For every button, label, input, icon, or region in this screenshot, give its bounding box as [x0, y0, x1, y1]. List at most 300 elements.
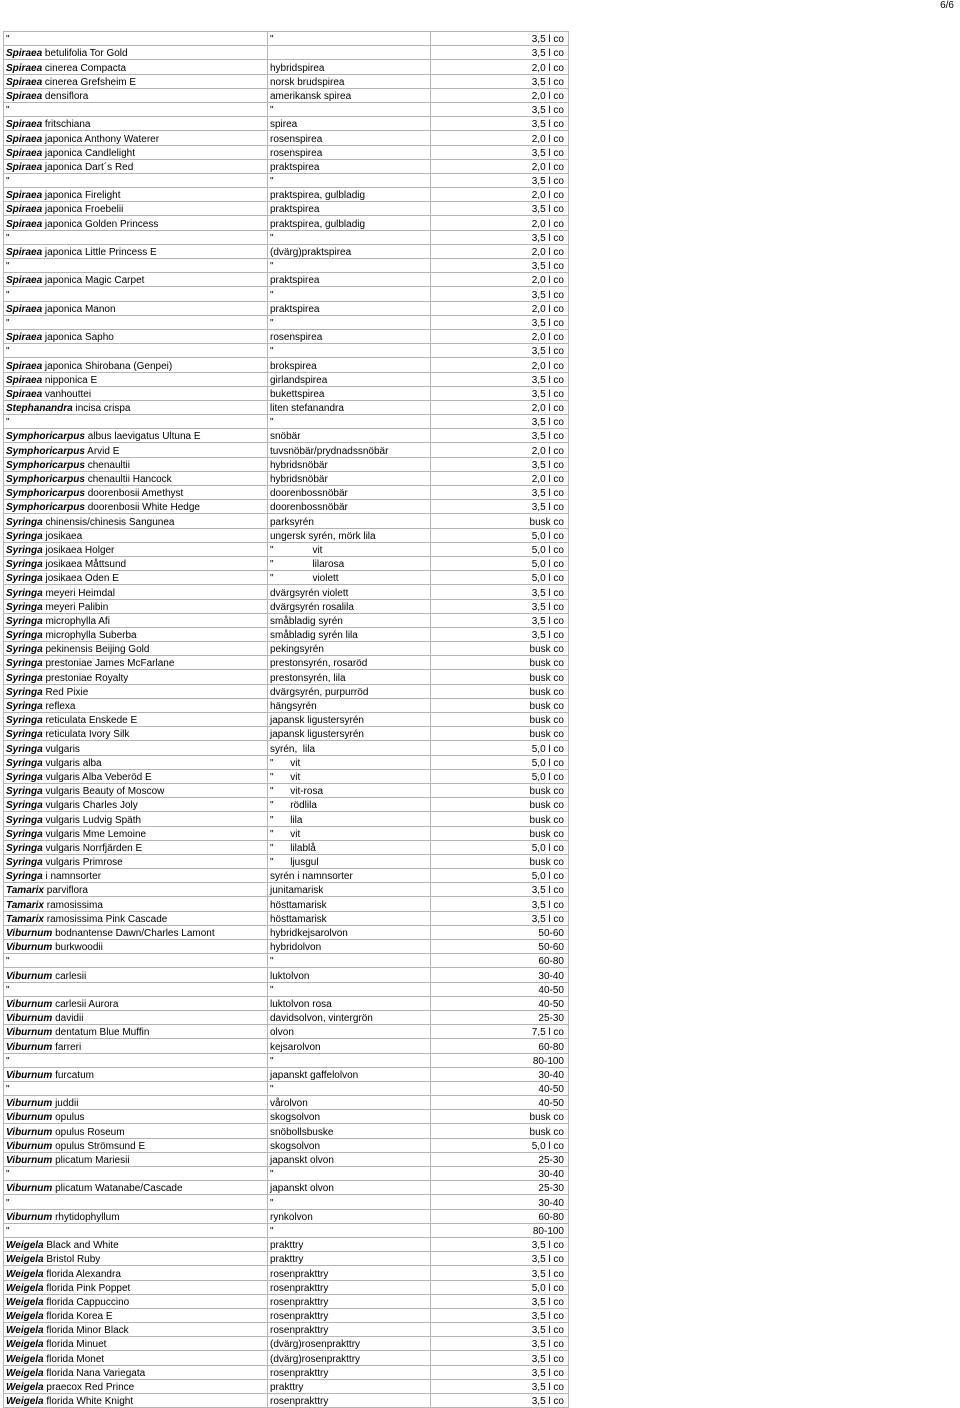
- swedish-name-cell: rosenprakttry: [268, 1365, 431, 1379]
- swedish-name-cell: " lila: [268, 812, 431, 826]
- size-cell: 60-80: [431, 1039, 569, 1053]
- table-row: [4, 457, 569, 471]
- size-cell: busk co: [431, 854, 569, 868]
- table-row: [4, 883, 569, 897]
- table-row: [4, 1067, 569, 1081]
- species-name: opulus: [52, 1112, 85, 1124]
- table-row: [4, 627, 569, 641]
- size-cell: 2,0 l co: [431, 471, 569, 485]
- genus-name: Weigela: [6, 1396, 44, 1408]
- size-cell: 2,0 l co: [431, 301, 569, 315]
- latin-name-cell: [4, 514, 268, 528]
- swedish-name-cell: hösttamarisk: [268, 897, 431, 911]
- swedish-name-cell: snöbär: [268, 429, 431, 443]
- table-row: [4, 486, 569, 500]
- size-cell: 5,0 l co: [431, 542, 569, 556]
- latin-name-cell: [4, 1266, 268, 1280]
- latin-name-cell: [4, 131, 268, 145]
- species-name: dentatum Blue Muffin: [52, 1027, 150, 1039]
- table-row: [4, 1323, 569, 1337]
- species-name: chenaultii Hancock: [84, 474, 172, 485]
- swedish-name-cell: hängsyrén: [268, 698, 431, 712]
- table-row: [4, 954, 569, 968]
- species-name: carlesii Aurora: [52, 998, 119, 1010]
- size-cell: 3,5 l co: [431, 315, 569, 329]
- size-cell: 3,5 l co: [431, 627, 569, 641]
- species-name: reticulata Enskede E: [42, 715, 138, 727]
- genus-name: Weigela: [6, 1353, 44, 1365]
- table-row: [4, 415, 569, 429]
- size-cell: 25-30: [431, 1010, 569, 1024]
- genus-name: Spiraea: [6, 360, 43, 372]
- size-cell: 40-50: [431, 1096, 569, 1110]
- size-cell: busk co: [431, 812, 569, 826]
- table-row: [4, 599, 569, 613]
- species-name: japonica Candlelight: [42, 147, 135, 159]
- size-cell: 40-50: [431, 996, 569, 1010]
- species-name: florida Alexandra: [43, 1268, 121, 1280]
- size-cell: 2,0 l co: [431, 60, 569, 74]
- genus-name: Symphoricarpus: [6, 488, 85, 500]
- swedish-name-cell: junitamarisk: [268, 883, 431, 897]
- species-name: reticulata Ivory Silk: [42, 729, 130, 741]
- latin-name-cell: [4, 216, 268, 230]
- table-row: [4, 287, 569, 301]
- size-cell: 2,0 l co: [431, 216, 569, 230]
- swedish-name-cell: rosenspirea: [268, 131, 431, 145]
- size-cell: 80-100: [431, 1223, 569, 1237]
- swedish-name-cell: " violett: [268, 571, 431, 585]
- swedish-name-cell: olvon: [268, 1025, 431, 1039]
- table-row: [4, 869, 569, 883]
- table-row: [4, 88, 569, 102]
- swedish-name-cell: hybridsnöbär: [268, 457, 431, 471]
- table-row: [4, 315, 569, 329]
- latin-name-cell: [4, 74, 268, 88]
- size-cell: 5,0 l co: [431, 1280, 569, 1294]
- species-name: prestoniae Royalty: [42, 672, 129, 684]
- table-row: [4, 1308, 569, 1322]
- size-cell: 3,5 l co: [431, 486, 569, 500]
- table-row: [4, 812, 569, 826]
- size-cell: 5,0 l co: [431, 556, 569, 570]
- swedish-name-cell: ": [268, 32, 431, 46]
- latin-name-cell: [4, 727, 268, 741]
- genus-name: Weigela: [6, 1367, 44, 1379]
- table-row: [4, 1351, 569, 1365]
- species-name: praecox Red Prince: [43, 1382, 135, 1393]
- species-name: Bristol Ruby: [43, 1254, 101, 1266]
- genus-name: Syringa: [6, 786, 43, 798]
- species-name: densiflora: [42, 90, 89, 102]
- species-name: Black and White: [43, 1240, 119, 1252]
- table-row: [4, 1167, 569, 1181]
- swedish-name-cell: kejsarolvon: [268, 1039, 431, 1053]
- table-row: [4, 1081, 569, 1095]
- genus-name: Viburnum: [6, 1140, 53, 1152]
- size-cell: 3,5 l co: [431, 1323, 569, 1337]
- swedish-name-cell: doorenbossnöbär: [268, 500, 431, 514]
- latin-name-cell: [4, 1053, 268, 1067]
- species-name: bodnantense Dawn/Charles Lamont: [52, 928, 215, 939]
- latin-name-cell: [4, 372, 268, 386]
- size-cell: busk co: [431, 670, 569, 684]
- size-cell: 30-40: [431, 1195, 569, 1209]
- table-row: [4, 911, 569, 925]
- swedish-name-cell: (dvärg)rosenprakttry: [268, 1351, 431, 1365]
- species-name: vulgaris Charles Joly: [42, 800, 138, 812]
- size-cell: 30-40: [431, 1167, 569, 1181]
- latin-name-cell: [4, 982, 268, 996]
- species-name: florida Minuet: [43, 1339, 107, 1351]
- latin-name-cell: [4, 145, 268, 159]
- species-name: davidii: [52, 1013, 84, 1025]
- latin-name-cell: [4, 684, 268, 698]
- swedish-name-cell: rosenprakttry: [268, 1323, 431, 1337]
- species-name: japonica Anthony Waterer: [42, 133, 160, 145]
- species-name: vulgaris alba: [42, 757, 102, 769]
- genus-name: Spiraea: [6, 90, 43, 102]
- genus-name: Syringa: [6, 530, 43, 542]
- species-name: prestoniae James McFarlane: [42, 658, 175, 670]
- size-cell: 5,0 l co: [431, 741, 569, 755]
- table-row: [4, 372, 569, 386]
- latin-name-cell: [4, 32, 268, 46]
- latin-name-cell: [4, 826, 268, 840]
- swedish-name-cell: " lilablå: [268, 840, 431, 854]
- swedish-name-cell: davidsolvon, vintergrön: [268, 1010, 431, 1024]
- table-row: [4, 202, 569, 216]
- genus-name: Spiraea: [6, 147, 43, 159]
- size-cell: 3,5 l co: [431, 1351, 569, 1365]
- genus-name: Syringa: [6, 715, 43, 727]
- swedish-name-cell: parksyrén: [268, 514, 431, 528]
- size-cell: 5,0 l co: [431, 840, 569, 854]
- swedish-name-cell: vårolvon: [268, 1096, 431, 1110]
- size-cell: 30-40: [431, 1067, 569, 1081]
- swedish-name-cell: " vit: [268, 769, 431, 783]
- swedish-name-cell: rosenprakttry: [268, 1394, 431, 1408]
- table-row: [4, 940, 569, 954]
- table-row: [4, 145, 569, 159]
- latin-name-cell: [4, 840, 268, 854]
- size-cell: 3,5 l co: [431, 46, 569, 60]
- species-name: florida Nana Variegata: [43, 1367, 146, 1379]
- table-row: [4, 684, 569, 698]
- size-cell: 40-50: [431, 1081, 569, 1095]
- size-cell: 3,5 l co: [431, 500, 569, 514]
- species-name: japonica Dart´s Red: [42, 161, 134, 173]
- swedish-name-cell: (dvärg)praktspirea: [268, 244, 431, 258]
- species-name: doorenbosii White Hedge: [84, 502, 200, 514]
- size-cell: busk co: [431, 783, 569, 797]
- genus-name: Tamarix: [6, 885, 44, 897]
- genus-name: Viburnum: [6, 1013, 53, 1025]
- size-cell: 3,5 l co: [431, 372, 569, 386]
- table-row: [4, 1294, 569, 1308]
- size-cell: 2,0 l co: [431, 358, 569, 372]
- size-cell: busk co: [431, 698, 569, 712]
- latin-name-cell: [4, 670, 268, 684]
- table-row: [4, 713, 569, 727]
- swedish-name-cell: hösttamarisk: [268, 911, 431, 925]
- size-cell: 2,0 l co: [431, 329, 569, 343]
- swedish-name-cell: ungersk syrén, mörk lila: [268, 528, 431, 542]
- size-cell: 2,0 l co: [431, 273, 569, 287]
- table-row: [4, 74, 569, 88]
- species-name: florida Pink Poppet: [43, 1282, 131, 1294]
- size-cell: 3,5 l co: [431, 1266, 569, 1280]
- species-name: furcatum: [52, 1069, 94, 1081]
- table-row: [4, 613, 569, 627]
- table-row: [4, 1096, 569, 1110]
- latin-name-cell: [4, 613, 268, 627]
- genus-name: Tamarix: [6, 913, 44, 925]
- table-row: [4, 656, 569, 670]
- species-name: betulifolia Tor Gold: [42, 48, 128, 60]
- genus-name: Viburnum: [6, 1027, 53, 1039]
- table-row: [4, 968, 569, 982]
- genus-name: ": [6, 105, 10, 117]
- latin-name-cell: [4, 585, 268, 599]
- size-cell: 3,5 l co: [431, 911, 569, 925]
- latin-name-cell: [4, 202, 268, 216]
- latin-name-cell: [4, 769, 268, 783]
- table-row: [4, 741, 569, 755]
- genus-name: ": [6, 1055, 10, 1067]
- genus-name: Weigela: [6, 1311, 44, 1323]
- species-name: japonica Firelight: [42, 190, 121, 202]
- size-cell: 3,5 l co: [431, 585, 569, 599]
- plant-table-body: [4, 32, 569, 1408]
- species-name: vulgaris Alba Veberöd E: [42, 771, 152, 783]
- genus-name: Syringa: [6, 842, 43, 854]
- swedish-name-cell: hybridspirea: [268, 60, 431, 74]
- species-name: fritschiana: [42, 119, 91, 131]
- table-row: [4, 1110, 569, 1124]
- species-name: microphylla Afi: [42, 615, 110, 627]
- size-cell: busk co: [431, 684, 569, 698]
- latin-name-cell: [4, 1181, 268, 1195]
- genus-name: Spiraea: [6, 62, 43, 74]
- table-row: [4, 429, 569, 443]
- size-cell: 50-60: [431, 925, 569, 939]
- genus-name: ": [6, 346, 10, 358]
- latin-name-cell: [4, 1010, 268, 1024]
- table-row: [4, 329, 569, 343]
- size-cell: 3,5 l co: [431, 1252, 569, 1266]
- swedish-name-cell: liten stefanandra: [268, 400, 431, 414]
- latin-name-cell: [4, 783, 268, 797]
- table-row: [4, 1138, 569, 1152]
- genus-name: Spiraea: [6, 374, 43, 386]
- size-cell: 3,5 l co: [431, 202, 569, 216]
- latin-name-cell: [4, 486, 268, 500]
- size-cell: 2,0 l co: [431, 131, 569, 145]
- size-cell: 3,5 l co: [431, 599, 569, 613]
- table-row: [4, 897, 569, 911]
- latin-name-cell: [4, 1039, 268, 1053]
- genus-name: Viburnum: [6, 998, 53, 1010]
- swedish-name-cell: " rödlila: [268, 798, 431, 812]
- table-row: [4, 400, 569, 414]
- swedish-name-cell: spirea: [268, 117, 431, 131]
- species-name: japonica Sapho: [42, 332, 114, 344]
- species-name: florida Korea E: [43, 1311, 113, 1323]
- size-cell: 3,5 l co: [431, 897, 569, 911]
- latin-name-cell: [4, 798, 268, 812]
- latin-name-cell: [4, 755, 268, 769]
- latin-name-cell: [4, 528, 268, 542]
- swedish-name-cell: praktspirea: [268, 301, 431, 315]
- species-name: vanhouttei: [42, 388, 92, 400]
- table-row: [4, 585, 569, 599]
- latin-name-cell: [4, 315, 268, 329]
- genus-name: Symphoricarpus: [6, 431, 85, 443]
- species-name: cinerea Grefsheim E: [42, 76, 137, 88]
- latin-name-cell: [4, 117, 268, 131]
- genus-name: Symphoricarpus: [6, 474, 85, 485]
- swedish-name-cell: bukettspirea: [268, 386, 431, 400]
- table-row: [4, 1252, 569, 1266]
- genus-name: Viburnum: [6, 1041, 53, 1053]
- latin-name-cell: [4, 1138, 268, 1152]
- latin-name-cell: [4, 88, 268, 102]
- swedish-name-cell: tuvsnöbär/prydnadssnöbär: [268, 443, 431, 457]
- swedish-name-cell: småbladig syrén lila: [268, 627, 431, 641]
- table-row: [4, 1365, 569, 1379]
- table-row: [4, 1010, 569, 1024]
- genus-name: ": [6, 34, 10, 46]
- swedish-name-cell: ": [268, 1195, 431, 1209]
- size-cell: 3,5 l co: [431, 344, 569, 358]
- page-number: 6/6: [940, 0, 954, 11]
- table-row: [4, 358, 569, 372]
- latin-name-cell: [4, 173, 268, 187]
- table-row: [4, 159, 569, 173]
- swedish-name-cell: ": [268, 344, 431, 358]
- genus-name: Viburnum: [6, 1211, 53, 1223]
- genus-name: Syringa: [6, 743, 43, 755]
- species-name: rhytidophyllum: [52, 1211, 120, 1223]
- swedish-name-cell: prakttry: [268, 1237, 431, 1251]
- table-row: [4, 1053, 569, 1067]
- table-row: [4, 1379, 569, 1393]
- swedish-name-cell: praktspirea, gulbladig: [268, 188, 431, 202]
- size-cell: 60-80: [431, 954, 569, 968]
- species-name: chinensis/chinesis Sangunea: [42, 516, 175, 528]
- latin-name-cell: [4, 244, 268, 258]
- swedish-name-cell: (dvärg)rosenprakttry: [268, 1337, 431, 1351]
- species-name: japonica Froebelii: [42, 204, 124, 216]
- table-row: [4, 173, 569, 187]
- genus-name: Syringa: [6, 544, 43, 556]
- latin-name-cell: [4, 188, 268, 202]
- table-row: [4, 826, 569, 840]
- species-name: meyeri Heimdal: [42, 587, 115, 599]
- genus-name: Spiraea: [6, 119, 43, 131]
- swedish-name-cell: brokspirea: [268, 358, 431, 372]
- species-name: florida Cappuccino: [43, 1296, 130, 1308]
- genus-name: Viburnum: [6, 1183, 53, 1195]
- species-name: vulgaris Norrfjärden E: [42, 842, 143, 854]
- genus-name: ": [6, 1084, 10, 1096]
- species-name: josikaea Holger: [42, 544, 115, 556]
- species-name: carlesii: [52, 970, 87, 982]
- swedish-name-cell: ": [268, 1053, 431, 1067]
- latin-name-cell: [4, 400, 268, 414]
- swedish-name-cell: ": [268, 102, 431, 116]
- genus-name: ": [6, 176, 10, 188]
- latin-name-cell: [4, 415, 268, 429]
- species-name: florida Minor Black: [43, 1325, 129, 1337]
- size-cell: 5,0 l co: [431, 755, 569, 769]
- table-row: [4, 1394, 569, 1408]
- latin-name-cell: [4, 1379, 268, 1393]
- species-name: japonica Manon: [42, 303, 116, 315]
- genus-name: ": [6, 261, 10, 273]
- genus-name: Viburnum: [6, 1155, 53, 1166]
- genus-name: Spiraea: [6, 204, 43, 216]
- genus-name: ": [6, 289, 10, 301]
- swedish-name-cell: " vit-rosa: [268, 783, 431, 797]
- swedish-name-cell: japansk ligustersyrén: [268, 713, 431, 727]
- table-row: [4, 798, 569, 812]
- species-name: farreri: [52, 1041, 82, 1053]
- latin-name-cell: [4, 869, 268, 883]
- genus-name: Weigela: [6, 1254, 44, 1266]
- latin-name-cell: [4, 386, 268, 400]
- size-cell: 3,5 l co: [431, 32, 569, 46]
- size-cell: 3,5 l co: [431, 429, 569, 443]
- swedish-name-cell: rosenprakttry: [268, 1280, 431, 1294]
- genus-name: Symphoricarpus: [6, 459, 85, 471]
- table-row: [4, 344, 569, 358]
- size-cell: 3,5 l co: [431, 457, 569, 471]
- table-row: [4, 996, 569, 1010]
- table-row: [4, 471, 569, 485]
- size-cell: 3,5 l co: [431, 1294, 569, 1308]
- genus-name: Viburnum: [6, 1069, 53, 1081]
- size-cell: 3,5 l co: [431, 145, 569, 159]
- table-row: [4, 556, 569, 570]
- size-cell: 5,0 l co: [431, 1138, 569, 1152]
- table-row: [4, 783, 569, 797]
- genus-name: Spiraea: [6, 247, 43, 258]
- genus-name: ": [6, 1197, 10, 1209]
- table-row: [4, 755, 569, 769]
- size-cell: 5,0 l co: [431, 869, 569, 883]
- species-name: vulgaris Primrose: [42, 857, 123, 869]
- table-row: [4, 1152, 569, 1166]
- swedish-name-cell: syrén i namnsorter: [268, 869, 431, 883]
- swedish-name-cell: ": [268, 259, 431, 273]
- swedish-name-cell: japanskt olvon: [268, 1152, 431, 1166]
- table-row: [4, 1209, 569, 1223]
- size-cell: busk co: [431, 1124, 569, 1138]
- table-row: [4, 230, 569, 244]
- table-row: [4, 244, 569, 258]
- swedish-name-cell: rosenspirea: [268, 145, 431, 159]
- genus-name: Viburnum: [6, 1098, 53, 1110]
- swedish-name-cell: praktspirea: [268, 202, 431, 216]
- swedish-name-cell: japanskt gaffelolvon: [268, 1067, 431, 1081]
- table-row: [4, 727, 569, 741]
- species-name: meyeri Palibin: [42, 601, 109, 613]
- table-row: [4, 1237, 569, 1251]
- size-cell: 7,5 l co: [431, 1025, 569, 1039]
- swedish-name-cell: prestonsyrén, lila: [268, 670, 431, 684]
